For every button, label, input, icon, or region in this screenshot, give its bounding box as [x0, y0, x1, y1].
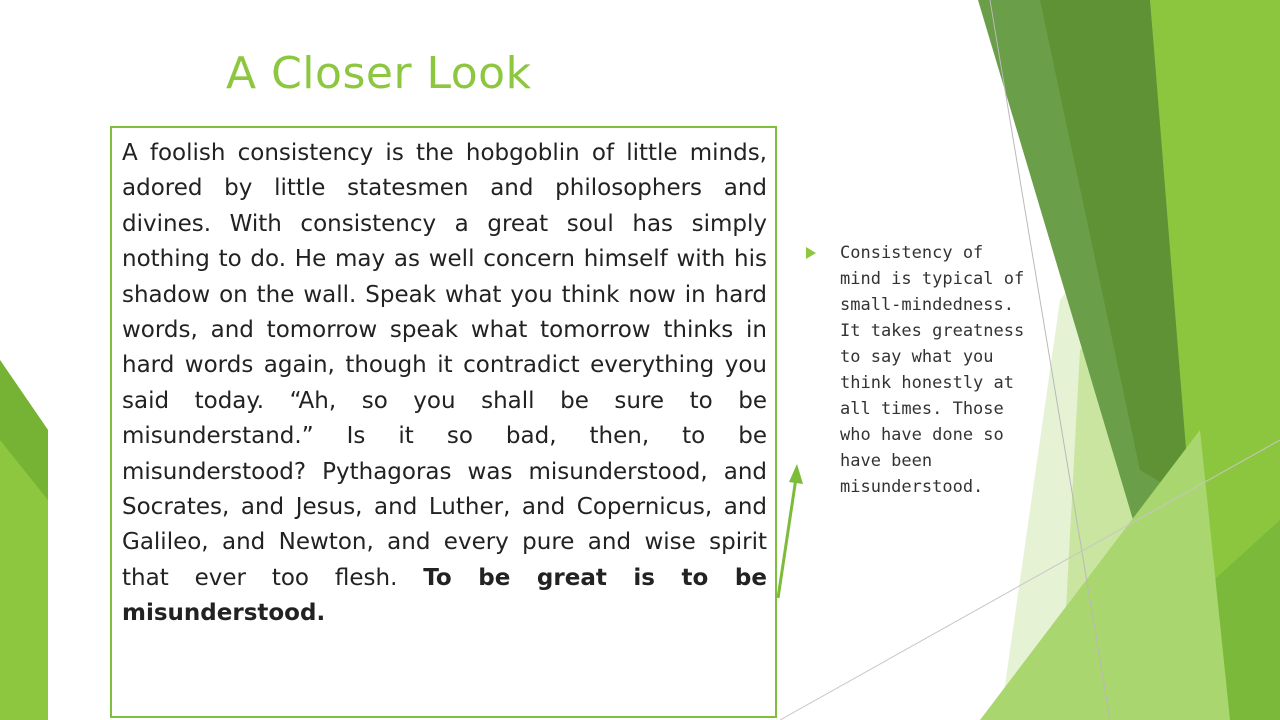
arrow-up-icon — [789, 464, 803, 484]
quote-box — [110, 126, 777, 718]
arrow-shaft — [778, 478, 796, 598]
bullet-text: Consistency of mind is typical of small-mindedness. It takes greatness to say what you think honestly at all times. Those who have done so have been misunderstood. — [840, 243, 1025, 497]
slide-title: A Closer Look — [226, 48, 532, 99]
quote-main: A foolish consistency is the hobgoblin of little minds, adored by little statesmen and philosophers and divines. With consistency a great soul has simply nothing to do. He may as well concern himself with his shadow on the wall. Speak what you think now in hard words, and tomorrow speak what tomorrow thinks in hard words again, though it contradict everything you said today. “Ah, so you shall be sure to be misunderstand.” Is it so bad, then, to be misunderstood? Pythagoras was misunderstood, and Socrates, and Jesus, and Luther, and Copernicus, and Galileo, and Newton, and every pure and wise spirit that ever too flesh. — [122, 140, 767, 591]
quote-emphasis: To be great is to be misunderstood. — [122, 564, 767, 627]
quote-text — [122, 136, 767, 632]
triangle-right-icon — [806, 247, 816, 259]
